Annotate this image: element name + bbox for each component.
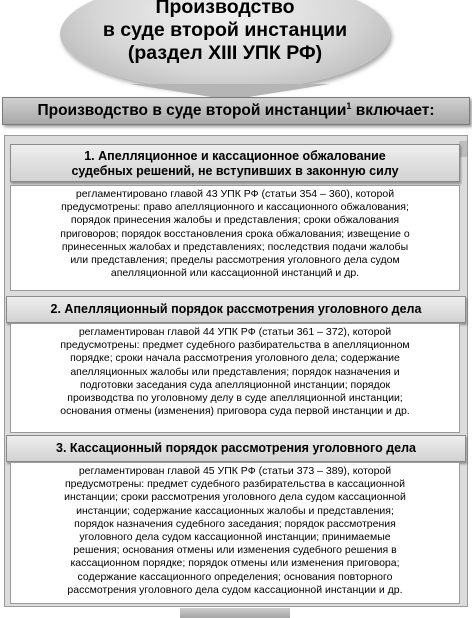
section-1-body-line: апелляционной или кассационной инстанций и др.: [110, 267, 360, 280]
frame-corner-tab: [459, 141, 467, 157]
section-2-body-line: регламентирован главой 44 УПК РФ (статьи 361 – 372), которой: [78, 326, 392, 338]
section-1-body: [10, 185, 460, 291]
section-1-heading-line: 1. Апелляционное и кассационное обжалование: [84, 149, 386, 163]
section-2-body-line: апелляционных жалобы или представления; порядок назначения и: [70, 365, 400, 378]
section-2-body-line: предусмотрены: предмет судебного разбирательства в апелляционном: [60, 339, 410, 352]
page-title: [60, 0, 390, 65]
section-3-body-line: предусмотрены: предмет судебного разбирательства в кассационной: [64, 478, 405, 491]
bottom-connector: [180, 608, 290, 618]
section-2-heading: [6, 296, 466, 323]
section-1-body-line: регламентировано главой 43 УПК РФ (статьи 354 – 360), которой: [75, 188, 395, 200]
subtitle-text: Производство в суде второй инстанции: [37, 102, 347, 119]
section-3-heading-line: 3. Кассационный порядок рассмотрения уголовного дела: [56, 441, 416, 455]
section-2-body-line: порядке; сроки начала рассмотрения уголовного дела; содержание: [70, 352, 400, 365]
section-1-body-line: порядок принесения жалобы и представления; сроки обжалования: [70, 214, 400, 227]
section-3-body-line: решения; основания отмены или изменения судебного решения в: [73, 544, 397, 557]
section-3-body-line: уголовного дела судом кассационной инстанции; принимаемые: [79, 531, 391, 544]
section-3-body-line: содержание кассационного определения; основания повторного: [77, 570, 393, 583]
section-2-body-line: основания отмены (изменения) приговора суда первой инстанции и др.: [60, 405, 410, 418]
section-3-body-line: кассационном порядке; порядок отмены или изменения приговора;: [70, 557, 400, 570]
section-3-body-line: рассмотрения уголовного дела судом кассационной инстанции и др.: [67, 583, 403, 596]
title-line-2: в суде второй инстанции: [102, 19, 348, 41]
section-3-heading: [6, 435, 466, 462]
section-3-body-line: порядок назначения судебного заседания; порядок рассмотрения: [74, 517, 396, 530]
section-1-heading-line: судебных решений, не вступивших в законную силу: [71, 164, 399, 178]
section-1-body-line: приговоров; порядок восстановления срока обжалования; извещение о: [60, 227, 410, 240]
section-1-body-line: предусмотрены: право апелляционного и кассационного обжалования;: [61, 201, 409, 214]
section-3-body-line: инстанции; сроки рассмотрения уголовного дела судом кассационной: [64, 491, 406, 504]
section-2-body-line: подготовки заседания суда апелляционной инстанции; порядок: [79, 378, 391, 391]
section-3-body: [10, 462, 460, 604]
section-1-body-line: принесенных жалобах и представлениях; последствия подачи жалобы: [61, 240, 409, 253]
section-1-body-line: или представления; пределы рассмотрения уголовного дела судом: [70, 254, 400, 267]
section-3-body-line: регламентирован главой 45 УПК РФ (статьи 373 – 389), которой: [78, 465, 392, 477]
section-3-body-line: инстанции; содержание кассационных жалобы и представления;: [76, 504, 394, 517]
section-2-body-line: производства по уголовному делу в суде апелляционной инстанции;: [67, 392, 403, 405]
subtitle-footnote: 1: [346, 100, 352, 111]
section-2-body: [10, 323, 460, 433]
title-line-3: (раздел XIII УПК РФ): [127, 42, 323, 64]
subtitle-bar: [2, 97, 470, 125]
title-line-1: Производство: [155, 0, 295, 18]
subtitle-suffix: включает:: [351, 102, 435, 119]
section-1-heading: [10, 144, 460, 182]
section-2-heading-line: 2. Апелляционный порядок рассмотрения уголовного дела: [50, 302, 422, 316]
